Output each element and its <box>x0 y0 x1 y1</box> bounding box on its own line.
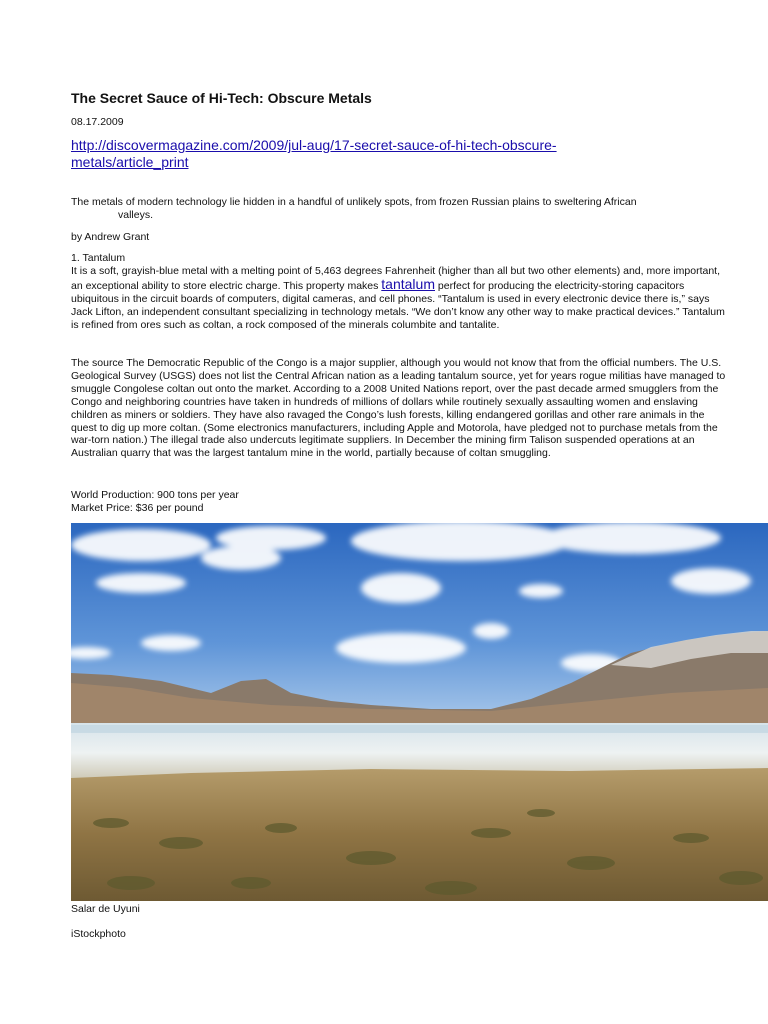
lede-line-2: valleys. <box>118 209 154 221</box>
market-price: Market Price: $36 per pound <box>71 502 204 514</box>
source-url-link[interactable] <box>71 137 631 171</box>
section-source: The source The Democratic Republic of the Congo is a major supplier, although you would not know that from the official numbers. The U.S. Geological Survey (USGS) does not list the Central African nation as a leading tantalum source, yet for years rogue militias have managed to smuggle Congolese coltan out onto the market. According to a 2008 United Nations report, over the past decade armed smugglers from the Congo and neighboring countries have taken in hundreds of millions of dollars while routinely sexually assaulting women and enslaving children as miners or soldiers. They have also ravaged the Congo’s lush forests, killing endangered gorillas and other rare animals in the quest to dig up more coltan. (Some electronics manufacturers, including Apple and Motorola, have pledged not to purchase metals from the war-torn nation.) The illegal trade also undercuts legitimate suppliers. In December the mining firm Talison suspended operations at an Australian quarry that was the largest tantalum mine in the world, partially because of coltan smuggling. <box>71 357 726 460</box>
world-production: World Production: 900 tons per year <box>71 489 239 501</box>
byline: by Andrew Grant <box>71 231 150 243</box>
url-line-2: metals/article_print <box>71 154 189 170</box>
section-heading: 1. Tantalum <box>71 252 126 264</box>
tantalum-link[interactable]: tantalum <box>381 275 435 292</box>
section-tantalum <box>71 252 726 331</box>
article-date: 08.17.2009 <box>71 116 124 128</box>
stats-block <box>71 489 239 515</box>
lede-line-1: The metals of modern technology lie hidden in a handful of unlikely spots, from frozen Russian plains to sweltering African <box>71 196 637 208</box>
salt-flat-landscape-image <box>71 523 768 901</box>
landscape-photo <box>71 523 768 901</box>
url-line-1: http://discovermagazine.com/2009/jul-aug/17-secret-sauce-of-hi-tech-obscure- <box>71 137 557 153</box>
section-text-b: perfect for producing the electricity-storing capacitors ubiquitous in the circuit boards of computers, digital cameras, and cell phones. “Tantalum is used in every electronic device there is,” says Jack Lifton, an independent consultant specializing in technology metals. “We don’t know any other way to make practical devices.” Tantalum is refined from ores such as coltan, a rock composed of the minerals columbite and tantalite. <box>71 279 725 331</box>
article-title: The Secret Sauce of Hi-Tech: Obscure Metals <box>71 90 372 106</box>
section-text-a: It is a soft, grayish-blue metal with a melting point of 5,463 degrees Fahrenheit (higher than all but two other elements) and, more important, an exceptional ability to store electric charge. This property makes <box>71 264 721 292</box>
article-lede <box>71 196 721 222</box>
photo-caption: Salar de Uyuni <box>71 903 140 915</box>
photo-credit: iStockphoto <box>71 928 126 940</box>
